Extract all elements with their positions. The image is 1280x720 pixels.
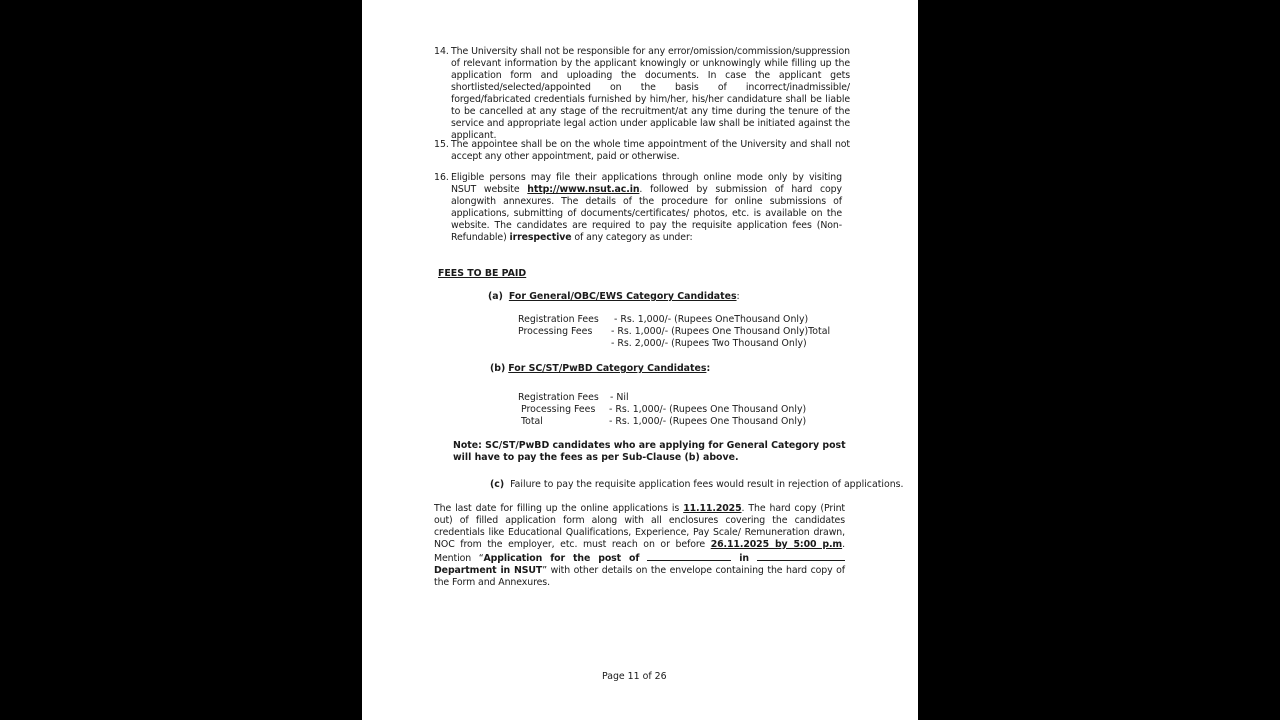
note-line-1: Note: SC/ST/PwBD candidates who are applying for General Category post — [453, 440, 846, 451]
note-line-2: will have to pay the fees as per Sub-Clause (b) above. — [453, 452, 739, 463]
section-a-row: Registration Fees — [518, 314, 599, 325]
fees-heading: FEES TO BE PAID — [438, 268, 527, 279]
last-date-hardcopy: 26.11.2025 by 5:00 p.m — [710, 539, 843, 550]
section-b-row: Total — [521, 416, 543, 427]
section-b-row: Registration Fees — [518, 392, 599, 403]
section-b-heading: (b) For SC/ST/PwBD Category Candidates: — [490, 363, 711, 374]
section-a-heading: (a) For General/OBC/EWS Category Candidates: — [488, 291, 740, 302]
section-b-row: Processing Fees — [521, 404, 596, 415]
nsut-website-link[interactable]: http://www.nsut.ac.in — [527, 184, 640, 195]
section-a-row: Processing Fees — [518, 326, 593, 337]
section-a-row-value: - Rs. 1,000/- (Rupees OneThousand Only) — [614, 314, 809, 325]
section-b-row-value: - Nil — [610, 392, 629, 403]
section-a-row-value: - Rs. 2,000/- (Rupees Two Thousand Only) — [611, 338, 807, 349]
section-b-row-value: - Rs. 1,000/- (Rupees One Thousand Only) — [609, 416, 807, 427]
item-14-text: The University shall not be responsible for any error/omission/commission/suppression of relevant information by the applicant knowingly or unknowingly while filling up the application form and uploading the documents. In case the applicant gets shortlisted/selected/appointed on the basis of incorrect/inadmissible/ forged/fabricated credentials furnished by him/her, his/her candidature shall be liable to be cancelled at any stage of the recruitment/at any time during the tenure of the service and appropriate legal action under applicable law shall be initiated against the applicant. — [451, 46, 850, 141]
item-16-text: Eligible persons may file their applications through online mode only by visiting NSUT website http://www.nsut.ac.in. followed by submission of hard copy alongwith annexures. The details of the procedure for online submissions of applications, submitting of documents/certificates/ photos, etc. is available on the website. The candidates are required to pay the requisite application fees (Non-Refundable) irrespective of any category as under: — [451, 172, 842, 243]
section-b-row-value: - Rs. 1,000/- (Rupees One Thousand Only) — [609, 404, 807, 415]
last-date-paragraph: The last date for filling up the online applications is 11.11.2025. The hard copy (Print out) of filled application form along with all enclosures covering the candidates credentials like Educational Qualifications, Experience, Pay Scale/ Remuneration drawn, NOC from the employer, etc. must reach on or before 26.11.2025 by 5:00 p.m. Mention “Application for the post of in Department in NSUT” with other details on the envelope containing the hard copy of the Form and Annexures. — [434, 503, 846, 588]
page-footer: Page 11 of 26 — [602, 671, 667, 682]
item-15-number: 15. — [434, 139, 449, 150]
item-16-number: 16. — [434, 172, 449, 183]
document-page — [362, 0, 918, 720]
post-blank — [647, 551, 731, 561]
item-14-number: 14. — [434, 46, 449, 57]
department-blank — [757, 551, 845, 561]
item-15-text: The appointee shall be on the whole time appointment of the University and shall not accept any other appointment, paid or otherwise. — [451, 139, 850, 162]
last-date-online: 11.11.2025 — [683, 503, 742, 514]
section-a-row-value: - Rs. 1,000/- (Rupees One Thousand Only)Total — [611, 326, 831, 337]
section-c: (c) Failure to pay the requisite application fees would result in rejection of applications. — [490, 479, 904, 490]
